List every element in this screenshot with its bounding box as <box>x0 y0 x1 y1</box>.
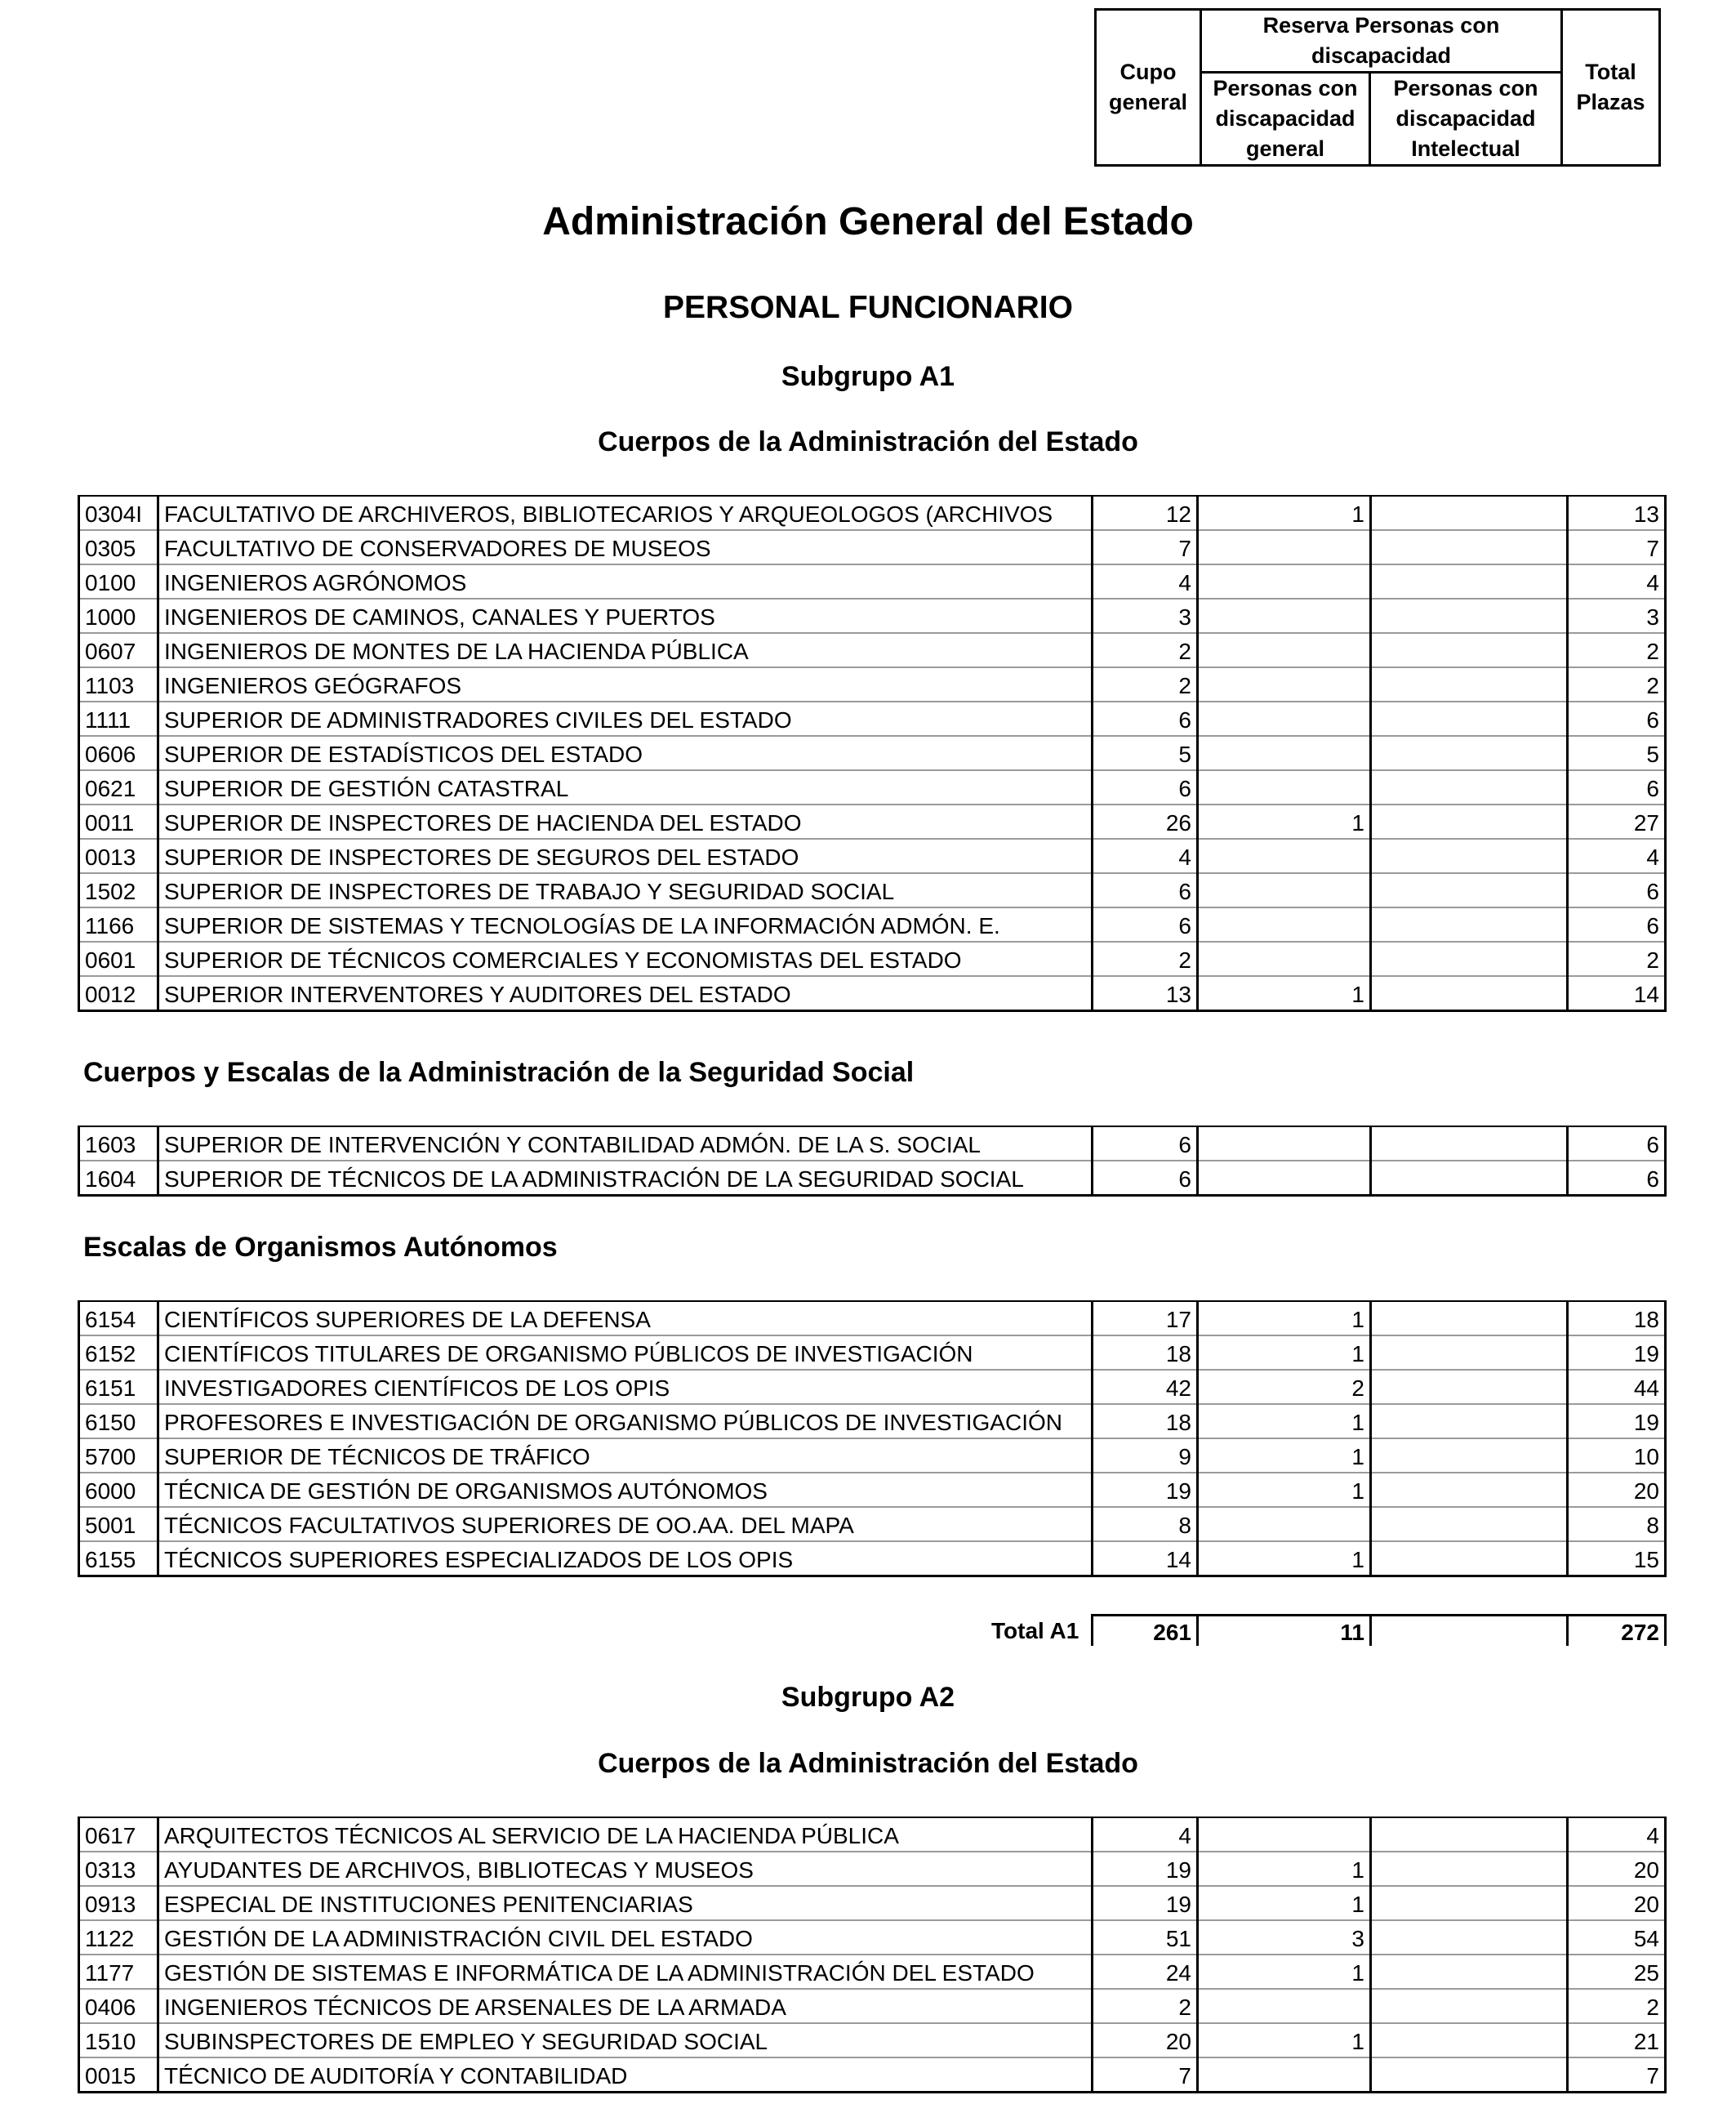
table-row <box>79 2057 1666 2093</box>
table-row <box>79 1955 1666 1989</box>
row-name: INGENIEROS TÉCNICOS DE ARSENALES DE LA ARMADA <box>158 1989 1093 2023</box>
row-name: SUBINSPECTORES DE EMPLEO Y SEGURIDAD SOCIAL <box>158 2023 1093 2057</box>
row-total: 2 <box>1568 633 1666 667</box>
row-pcd-intelectual <box>1371 1473 1568 1507</box>
a1-s2-title: Cuerpos y Escalas de la Administración de la Seguridad Social <box>83 1057 915 1088</box>
row-pcd-general <box>1198 1507 1371 1541</box>
row-total: 7 <box>1568 2057 1666 2093</box>
total-a1-disc: 11 <box>1198 1616 1371 1647</box>
row-pcd-general: 1 <box>1198 1301 1371 1335</box>
row-code: 0406 <box>79 1989 158 2023</box>
table-row <box>79 942 1666 976</box>
row-code: 1000 <box>79 599 158 633</box>
row-code: 5700 <box>79 1438 158 1473</box>
table-row <box>79 1817 1666 1852</box>
row-name: SUPERIOR DE INTERVENCIÓN Y CONTABILIDAD ADMÓN. DE LA S. SOCIAL <box>158 1126 1093 1161</box>
total-a1-intel <box>1371 1616 1568 1647</box>
row-pcd-general: 1 <box>1198 805 1371 839</box>
row-name: SUPERIOR DE ADMINISTRADORES CIVILES DEL ESTADO <box>158 702 1093 736</box>
row-total: 4 <box>1568 1817 1666 1852</box>
row-pcd-general <box>1198 1126 1371 1161</box>
row-code: 6152 <box>79 1335 158 1370</box>
row-cupo-general: 42 <box>1093 1370 1198 1404</box>
row-total: 7 <box>1568 530 1666 564</box>
table-row <box>79 564 1666 599</box>
row-cupo-general: 4 <box>1093 564 1198 599</box>
row-total: 2 <box>1568 667 1666 702</box>
row-total: 4 <box>1568 839 1666 873</box>
row-code: 0015 <box>79 2057 158 2093</box>
row-pcd-general: 1 <box>1198 1473 1371 1507</box>
row-cupo-general: 5 <box>1093 736 1198 770</box>
row-total: 54 <box>1568 1920 1666 1955</box>
row-pcd-general <box>1198 2057 1371 2093</box>
row-pcd-intelectual <box>1371 633 1568 667</box>
a1-heading: Subgrupo A1 <box>781 361 955 392</box>
row-pcd-general <box>1198 667 1371 702</box>
row-total: 14 <box>1568 976 1666 1011</box>
table-row <box>79 1301 1666 1335</box>
total-a1-cupo: 261 <box>1093 1616 1198 1647</box>
row-code: 6154 <box>79 1301 158 1335</box>
row-code: 6000 <box>79 1473 158 1507</box>
row-code: 1103 <box>79 667 158 702</box>
row-code: 1111 <box>79 702 158 736</box>
row-code: 1177 <box>79 1955 158 1989</box>
row-total: 18 <box>1568 1301 1666 1335</box>
row-pcd-intelectual <box>1371 2023 1568 2057</box>
row-name: SUPERIOR DE ESTADÍSTICOS DEL ESTADO <box>158 736 1093 770</box>
row-pcd-general: 1 <box>1198 1955 1371 1989</box>
row-cupo-general: 6 <box>1093 770 1198 805</box>
row-pcd-general <box>1198 530 1371 564</box>
header-pcd-general: Personas con discapacidad general <box>1201 73 1370 166</box>
table-row <box>79 599 1666 633</box>
row-name: SUPERIOR DE TÉCNICOS DE LA ADMINISTRACIÓN DE LA SEGURIDAD SOCIAL <box>158 1161 1093 1196</box>
header-pcd-intelectual: Personas con discapacidad Intelectual <box>1370 73 1562 166</box>
table-row <box>79 1541 1666 1576</box>
row-name: INVESTIGADORES CIENTÍFICOS DE LOS OPIS <box>158 1370 1093 1404</box>
row-cupo-general: 3 <box>1093 599 1198 633</box>
table-row <box>79 805 1666 839</box>
row-pcd-general: 1 <box>1198 976 1371 1011</box>
row-code: 6150 <box>79 1404 158 1438</box>
row-total: 19 <box>1568 1335 1666 1370</box>
row-code: 6155 <box>79 1541 158 1576</box>
row-name: SUPERIOR DE INSPECTORES DE SEGUROS DEL ESTADO <box>158 839 1093 873</box>
row-code: 1166 <box>79 907 158 942</box>
row-cupo-general: 19 <box>1093 1886 1198 1920</box>
row-cupo-general: 19 <box>1093 1852 1198 1886</box>
row-pcd-general: 1 <box>1198 1404 1371 1438</box>
row-pcd-intelectual <box>1371 770 1568 805</box>
table-row <box>79 1473 1666 1507</box>
row-cupo-general: 4 <box>1093 1817 1198 1852</box>
row-cupo-general: 6 <box>1093 702 1198 736</box>
row-name: FACULTATIVO DE ARCHIVEROS, BIBLIOTECARIOS Y ARQUEOLOGOS (ARCHIVOS <box>158 496 1093 530</box>
column-header <box>1094 8 1661 167</box>
row-total: 27 <box>1568 805 1666 839</box>
row-pcd-intelectual <box>1371 1404 1568 1438</box>
row-cupo-general: 8 <box>1093 1507 1198 1541</box>
row-code: 1603 <box>79 1126 158 1161</box>
total-a1-label: Total A1 <box>991 1618 1079 1643</box>
table-row <box>79 633 1666 667</box>
row-cupo-general: 9 <box>1093 1438 1198 1473</box>
row-pcd-intelectual <box>1371 702 1568 736</box>
row-pcd-general <box>1198 702 1371 736</box>
row-total: 20 <box>1568 1473 1666 1507</box>
row-total: 44 <box>1568 1370 1666 1404</box>
row-total: 6 <box>1568 873 1666 907</box>
a1-s2-table <box>78 1126 1667 1197</box>
row-pcd-general: 1 <box>1198 2023 1371 2057</box>
row-pcd-intelectual <box>1371 1920 1568 1955</box>
row-pcd-intelectual <box>1371 1886 1568 1920</box>
row-total: 15 <box>1568 1541 1666 1576</box>
row-name: ESPECIAL DE INSTITUCIONES PENITENCIARIAS <box>158 1886 1093 1920</box>
row-cupo-general: 2 <box>1093 1989 1198 2023</box>
table-row <box>79 873 1666 907</box>
table-row <box>79 1126 1666 1161</box>
row-code: 0617 <box>79 1817 158 1852</box>
row-cupo-general: 19 <box>1093 1473 1198 1507</box>
row-name: PROFESORES E INVESTIGACIÓN DE ORGANISMO PÚBLICOS DE INVESTIGACIÓN <box>158 1404 1093 1438</box>
row-name: SUPERIOR DE SISTEMAS Y TECNOLOGÍAS DE LA INFORMACIÓN ADMÓN. E. <box>158 907 1093 942</box>
row-name: SUPERIOR DE TÉCNICOS DE TRÁFICO <box>158 1438 1093 1473</box>
table-row <box>79 736 1666 770</box>
table-row <box>79 1335 1666 1370</box>
row-pcd-general <box>1198 907 1371 942</box>
row-total: 8 <box>1568 1507 1666 1541</box>
row-name: SUPERIOR DE GESTIÓN CATASTRAL <box>158 770 1093 805</box>
row-cupo-general: 6 <box>1093 873 1198 907</box>
row-total: 2 <box>1568 942 1666 976</box>
row-cupo-general: 18 <box>1093 1404 1198 1438</box>
table-row <box>79 496 1666 530</box>
table-row <box>79 1886 1666 1920</box>
row-total: 20 <box>1568 1886 1666 1920</box>
page-subtitle: PERSONAL FUNCIONARIO <box>663 290 1073 325</box>
row-pcd-intelectual <box>1371 1438 1568 1473</box>
row-total: 10 <box>1568 1438 1666 1473</box>
header-reserva: Reserva Personas con discapacidad <box>1201 10 1562 73</box>
row-pcd-intelectual <box>1371 1955 1568 1989</box>
row-pcd-intelectual <box>1371 1335 1568 1370</box>
row-name: SUPERIOR DE INSPECTORES DE TRABAJO Y SEGURIDAD SOCIAL <box>158 873 1093 907</box>
row-total: 6 <box>1568 907 1666 942</box>
row-code: 6151 <box>79 1370 158 1404</box>
row-total: 20 <box>1568 1852 1666 1886</box>
row-name: SUPERIOR INTERVENTORES Y AUDITORES DEL ESTADO <box>158 976 1093 1011</box>
total-a1-total: 272 <box>1568 1616 1666 1647</box>
row-pcd-intelectual <box>1371 976 1568 1011</box>
row-pcd-intelectual <box>1371 667 1568 702</box>
row-name: GESTIÓN DE SISTEMAS E INFORMÁTICA DE LA ADMINISTRACIÓN DEL ESTADO <box>158 1955 1093 1989</box>
a2-s1-title: Cuerpos de la Administración del Estado <box>598 1748 1138 1779</box>
row-pcd-intelectual <box>1371 1161 1568 1196</box>
row-pcd-general: 1 <box>1198 1886 1371 1920</box>
row-cupo-general: 6 <box>1093 1126 1198 1161</box>
row-pcd-intelectual <box>1371 839 1568 873</box>
table-row <box>79 702 1666 736</box>
row-code: 1122 <box>79 1920 158 1955</box>
row-name: TÉCNICA DE GESTIÓN DE ORGANISMOS AUTÓNOMOS <box>158 1473 1093 1507</box>
row-name: INGENIEROS AGRÓNOMOS <box>158 564 1093 599</box>
table-row <box>79 1438 1666 1473</box>
table-row <box>79 1404 1666 1438</box>
row-pcd-intelectual <box>1371 736 1568 770</box>
row-code: 0304I <box>79 496 158 530</box>
row-code: 5001 <box>79 1507 158 1541</box>
table-row <box>79 770 1666 805</box>
row-pcd-general: 1 <box>1198 496 1371 530</box>
row-total: 13 <box>1568 496 1666 530</box>
row-pcd-general <box>1198 599 1371 633</box>
row-total: 3 <box>1568 599 1666 633</box>
row-cupo-general: 24 <box>1093 1955 1198 1989</box>
row-pcd-intelectual <box>1371 599 1568 633</box>
a1-s3-title: Escalas de Organismos Autónomos <box>83 1232 558 1263</box>
row-name: GESTIÓN DE LA ADMINISTRACIÓN CIVIL DEL ESTADO <box>158 1920 1093 1955</box>
row-cupo-general: 7 <box>1093 530 1198 564</box>
row-code: 0913 <box>79 1886 158 1920</box>
row-cupo-general: 13 <box>1093 976 1198 1011</box>
row-name: TÉCNICOS SUPERIORES ESPECIALIZADOS DE LOS OPIS <box>158 1541 1093 1576</box>
row-pcd-general: 1 <box>1198 1541 1371 1576</box>
row-cupo-general: 26 <box>1093 805 1198 839</box>
row-pcd-intelectual <box>1371 942 1568 976</box>
row-pcd-intelectual <box>1371 907 1568 942</box>
row-pcd-general <box>1198 770 1371 805</box>
row-total: 6 <box>1568 1126 1666 1161</box>
row-total: 21 <box>1568 2023 1666 2057</box>
a2-heading: Subgrupo A2 <box>781 1682 955 1713</box>
table-row <box>79 1989 1666 2023</box>
row-cupo-general: 18 <box>1093 1335 1198 1370</box>
header-total-plazas: Total Plazas <box>1562 10 1660 166</box>
a2-s1-table <box>78 1817 1667 2093</box>
row-cupo-general: 6 <box>1093 1161 1198 1196</box>
row-cupo-general: 2 <box>1093 633 1198 667</box>
table-row <box>79 1920 1666 1955</box>
table-row <box>79 667 1666 702</box>
header-cupo-general: Cupo general <box>1096 10 1201 166</box>
row-name: AYUDANTES DE ARCHIVOS, BIBLIOTECAS Y MUSEOS <box>158 1852 1093 1886</box>
row-cupo-general: 20 <box>1093 2023 1198 2057</box>
row-pcd-intelectual <box>1371 1126 1568 1161</box>
row-pcd-general: 1 <box>1198 1852 1371 1886</box>
row-pcd-general: 2 <box>1198 1370 1371 1404</box>
row-cupo-general: 7 <box>1093 2057 1198 2093</box>
row-code: 1502 <box>79 873 158 907</box>
a1-s1-table <box>78 495 1667 1012</box>
row-cupo-general: 17 <box>1093 1301 1198 1335</box>
row-pcd-intelectual <box>1371 530 1568 564</box>
row-code: 0100 <box>79 564 158 599</box>
total-a1-row <box>1091 1614 1667 1646</box>
table-row <box>79 839 1666 873</box>
row-pcd-intelectual <box>1371 1852 1568 1886</box>
row-total: 19 <box>1568 1404 1666 1438</box>
table-row <box>79 2023 1666 2057</box>
row-pcd-intelectual <box>1371 805 1568 839</box>
row-code: 0305 <box>79 530 158 564</box>
row-pcd-general: 1 <box>1198 1335 1371 1370</box>
row-total: 4 <box>1568 564 1666 599</box>
row-code: 0606 <box>79 736 158 770</box>
row-pcd-intelectual <box>1371 496 1568 530</box>
row-pcd-intelectual <box>1371 1541 1568 1576</box>
row-pcd-intelectual <box>1371 2057 1568 2093</box>
row-pcd-intelectual <box>1371 564 1568 599</box>
row-code: 0313 <box>79 1852 158 1886</box>
row-total: 6 <box>1568 702 1666 736</box>
row-pcd-intelectual <box>1371 1989 1568 2023</box>
row-pcd-general: 3 <box>1198 1920 1371 1955</box>
row-cupo-general: 14 <box>1093 1541 1198 1576</box>
row-pcd-general <box>1198 1161 1371 1196</box>
row-pcd-general <box>1198 1817 1371 1852</box>
table-row <box>79 1370 1666 1404</box>
row-pcd-general <box>1198 839 1371 873</box>
row-cupo-general: 2 <box>1093 667 1198 702</box>
row-pcd-intelectual <box>1371 1817 1568 1852</box>
row-name: FACULTATIVO DE CONSERVADORES DE MUSEOS <box>158 530 1093 564</box>
row-code: 0621 <box>79 770 158 805</box>
row-total: 25 <box>1568 1955 1666 1989</box>
row-code: 1604 <box>79 1161 158 1196</box>
row-cupo-general: 12 <box>1093 496 1198 530</box>
row-code: 0601 <box>79 942 158 976</box>
row-pcd-general <box>1198 736 1371 770</box>
row-name: TÉCNICO DE AUDITORÍA Y CONTABILIDAD <box>158 2057 1093 2093</box>
row-pcd-general: 1 <box>1198 1438 1371 1473</box>
table-row <box>79 976 1666 1011</box>
row-name: SUPERIOR DE TÉCNICOS COMERCIALES Y ECONOMISTAS DEL ESTADO <box>158 942 1093 976</box>
row-name: ARQUITECTOS TÉCNICOS AL SERVICIO DE LA HACIENDA PÚBLICA <box>158 1817 1093 1852</box>
table-row <box>79 1507 1666 1541</box>
row-cupo-general: 4 <box>1093 839 1198 873</box>
row-code: 1510 <box>79 2023 158 2057</box>
row-pcd-intelectual <box>1371 1507 1568 1541</box>
row-name: CIENTÍFICOS SUPERIORES DE LA DEFENSA <box>158 1301 1093 1335</box>
row-code: 0012 <box>79 976 158 1011</box>
table-row <box>79 907 1666 942</box>
table-row <box>79 1852 1666 1886</box>
row-total: 5 <box>1568 736 1666 770</box>
row-pcd-intelectual <box>1371 873 1568 907</box>
row-pcd-general <box>1198 564 1371 599</box>
a1-s3-table <box>78 1300 1667 1577</box>
row-cupo-general: 51 <box>1093 1920 1198 1955</box>
row-pcd-general <box>1198 633 1371 667</box>
row-pcd-intelectual <box>1371 1370 1568 1404</box>
row-pcd-general <box>1198 942 1371 976</box>
row-pcd-general <box>1198 873 1371 907</box>
page-title: Administración General del Estado <box>542 200 1194 243</box>
row-name: SUPERIOR DE INSPECTORES DE HACIENDA DEL ESTADO <box>158 805 1093 839</box>
table-row <box>79 1161 1666 1196</box>
row-name: INGENIEROS GEÓGRAFOS <box>158 667 1093 702</box>
row-pcd-general <box>1198 1989 1371 2023</box>
row-name: CIENTÍFICOS TITULARES DE ORGANISMO PÚBLICOS DE INVESTIGACIÓN <box>158 1335 1093 1370</box>
row-name: INGENIEROS DE MONTES DE LA HACIENDA PÚBLICA <box>158 633 1093 667</box>
row-code: 0013 <box>79 839 158 873</box>
row-code: 0607 <box>79 633 158 667</box>
row-name: INGENIEROS DE CAMINOS, CANALES Y PUERTOS <box>158 599 1093 633</box>
row-code: 0011 <box>79 805 158 839</box>
row-pcd-intelectual <box>1371 1301 1568 1335</box>
table-row <box>79 530 1666 564</box>
row-cupo-general: 6 <box>1093 907 1198 942</box>
a1-s1-title: Cuerpos de la Administración del Estado <box>598 426 1138 457</box>
row-total: 6 <box>1568 1161 1666 1196</box>
row-cupo-general: 2 <box>1093 942 1198 976</box>
row-total: 2 <box>1568 1989 1666 2023</box>
row-total: 6 <box>1568 770 1666 805</box>
row-name: TÉCNICOS FACULTATIVOS SUPERIORES DE OO.AA. DEL MAPA <box>158 1507 1093 1541</box>
